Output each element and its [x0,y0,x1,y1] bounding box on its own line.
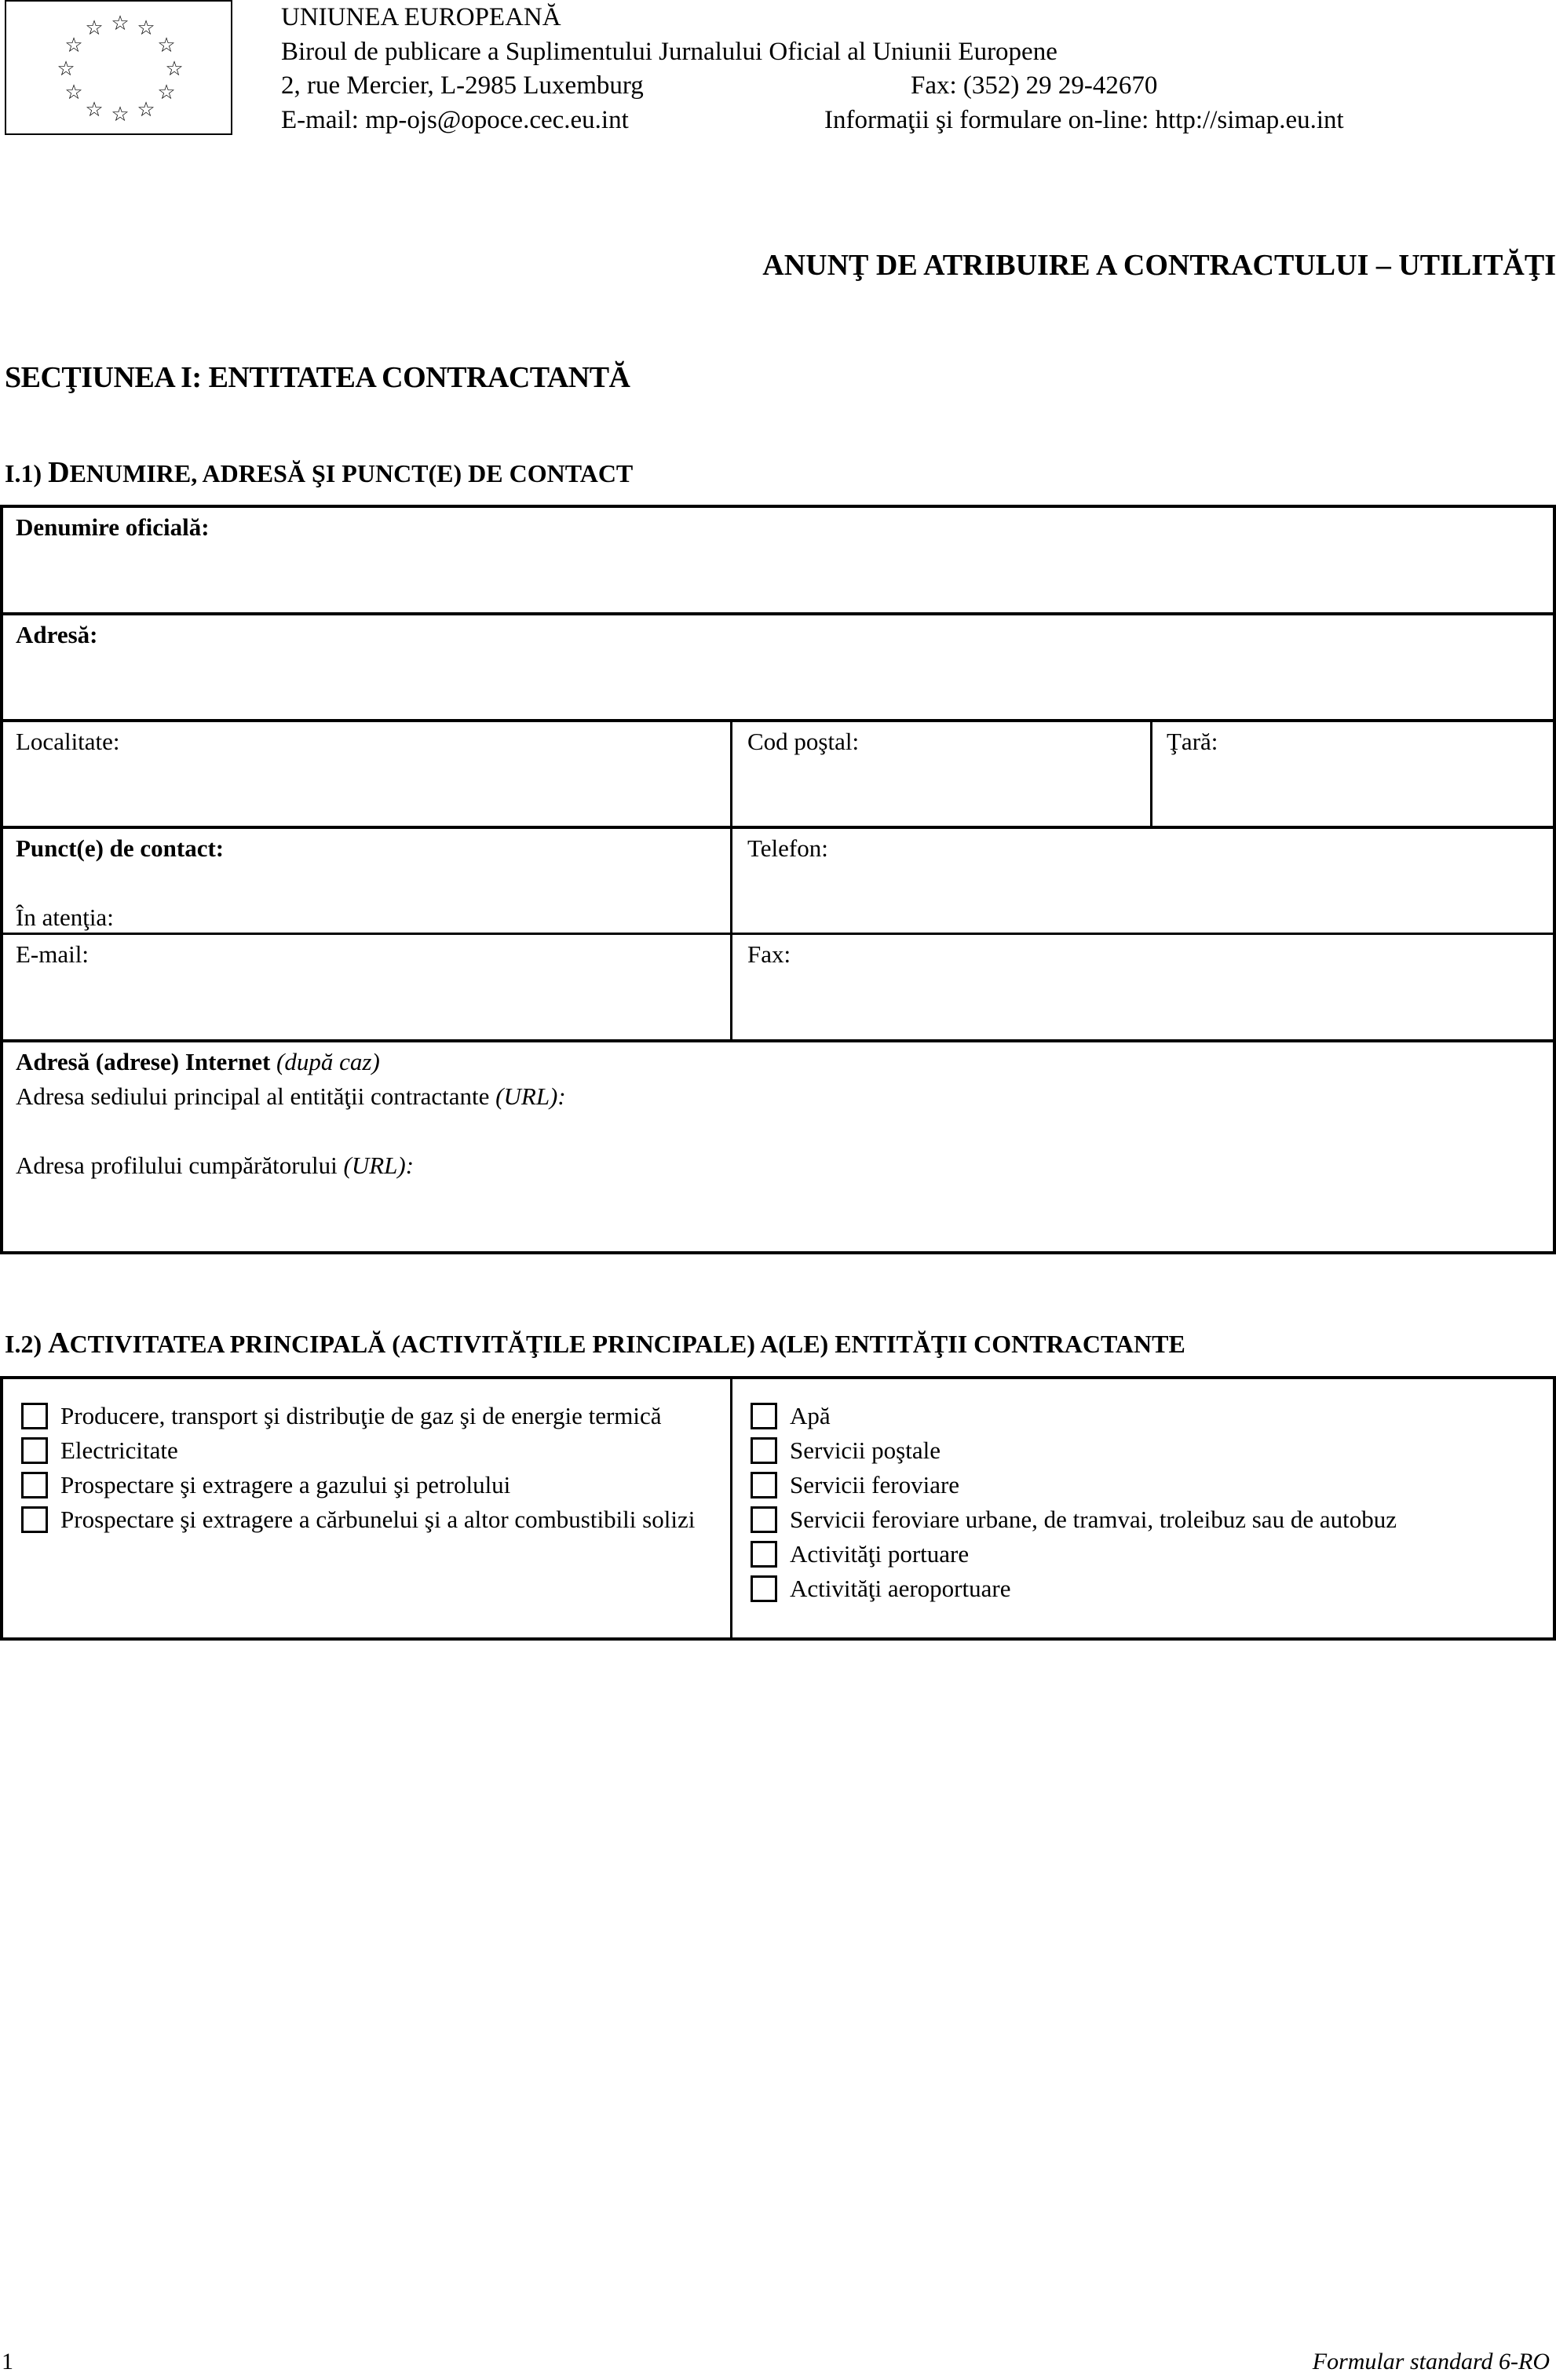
subsection-number: I.1) [5,459,42,487]
svg-text:☆: ☆ [64,34,83,57]
main-site-url-label: (URL): [495,1082,566,1110]
activity-label: Servicii feroviare urbane, de tramvai, troleibuz sau de autobuz [790,1506,1397,1533]
checkbox-water[interactable] [751,1403,777,1429]
svg-text:☆: ☆ [165,57,184,81]
activity-label: Electricitate [60,1436,178,1464]
svg-text:☆: ☆ [157,81,176,104]
fax-field[interactable]: Fax: [747,940,791,968]
subsection-initial: D [48,456,70,489]
divider [0,933,1556,935]
main-site-url-field[interactable] [16,1081,566,1112]
header-office: Biroul de publicare a Suplimentului Jurnalului Oficial al Uniunii Europene [281,38,1057,66]
subsection-text: CTIVITATEA PRINCIPALĂ (ACTIVITĂŢILE PRINCIPALE) A(LE) ENTITĂŢII CONTRACTANTE [69,1330,1185,1358]
divider [0,826,1556,829]
buyer-profile-url-label: (URL): [343,1152,415,1179]
buyer-profile-url-field[interactable] [16,1150,414,1181]
subsection-i2-title [5,1326,1185,1360]
form-name: Formular standard 6-RO [1312,2349,1550,2375]
svg-text:☆: ☆ [137,16,155,40]
document-title: ANUNŢ DE ATRIBUIRE A CONTRACTULUI – UTILITĂŢI [762,249,1556,282]
checkbox-electricity[interactable] [21,1437,48,1464]
official-name-field[interactable]: Denumire oficială: [16,513,210,541]
column-divider [730,1378,732,1639]
subsection-i1-title [5,455,633,490]
svg-text:☆: ☆ [111,103,130,126]
locality-field[interactable]: Localitate: [16,728,120,755]
svg-text:☆: ☆ [137,98,155,122]
address-field[interactable]: Adresă: [16,621,98,648]
internet-address-heading [16,1046,380,1078]
eu-stars-icon [6,2,234,137]
eu-flag-logo [5,0,232,135]
attention-field[interactable]: În atenţia: [16,903,114,931]
subsection-text: ENUMIRE, ADRESĂ ŞI PUNCT(E) DE CONTACT [69,459,634,487]
buyer-profile-label: Adresa profilului cumpărătorului [16,1152,338,1179]
contact-form-box [0,505,1556,1254]
svg-text:☆: ☆ [157,34,176,57]
activity-label: Servicii poştale [790,1436,941,1464]
activity-label: Servicii feroviare [790,1471,960,1498]
checkbox-gas-energy[interactable] [21,1403,48,1429]
svg-text:☆: ☆ [57,57,75,81]
checkbox-airport-activities[interactable] [751,1575,777,1602]
checkbox-railway-services[interactable] [751,1472,777,1498]
header-address: 2, rue Mercier, L-2985 Luxemburg [281,71,644,100]
subsection-number: I.2) [5,1330,42,1358]
header-info-link[interactable]: Informaţii şi formulare on-line: http://simap.eu.int [824,106,1344,134]
svg-text:☆: ☆ [111,12,130,35]
email-field[interactable]: E-mail: [16,940,89,968]
checkbox-oil-gas-exploration[interactable] [21,1472,48,1498]
internet-address-label: Adresă (adrese) Internet [16,1048,271,1075]
main-site-label: Adresa sediului principal al entităţii contractante [16,1082,490,1110]
activity-label: Apă [790,1402,831,1429]
subsection-initial: A [48,1327,70,1360]
activity-label: Activităţi portuare [790,1540,970,1568]
phone-field[interactable]: Telefon: [747,834,828,862]
checkbox-postal-services[interactable] [751,1437,777,1464]
checkbox-urban-transport[interactable] [751,1506,777,1533]
header-org-name: UNIUNEA EUROPEANĂ [281,3,561,31]
svg-text:☆: ☆ [85,98,104,122]
activity-label: Prospectare şi extragere a gazului şi petrolului [60,1471,511,1498]
postal-code-field[interactable]: Cod poştal: [747,728,860,755]
activity-label: Producere, transport şi distribuţie de gaz şi de energie termică [60,1402,662,1429]
contact-points-field[interactable]: Punct(e) de contact: [16,834,225,862]
column-divider [1150,721,1152,826]
svg-text:☆: ☆ [85,16,104,40]
divider [0,1039,1556,1042]
internet-address-note: (după caz) [276,1048,380,1075]
page-number: 1 [2,2349,13,2375]
header-fax: Fax: (352) 29 29-42670 [911,71,1158,100]
divider [0,612,1556,615]
header-email[interactable]: E-mail: mp-ojs@opoce.cec.eu.int [281,106,629,134]
column-divider [730,721,732,1039]
svg-text:☆: ☆ [64,81,83,104]
activity-label: Activităţi aeroportuare [790,1575,1011,1602]
country-field[interactable]: Ţară: [1167,728,1218,755]
section-title: SECŢIUNEA I: ENTITATEA CONTRACTANTĂ [5,361,630,394]
checkbox-port-activities[interactable] [751,1541,777,1568]
activity-label: Prospectare şi extragere a cărbunelui şi a altor combustibili solizi [60,1506,696,1533]
checkbox-coal-exploration[interactable] [21,1506,48,1533]
divider [0,719,1556,722]
